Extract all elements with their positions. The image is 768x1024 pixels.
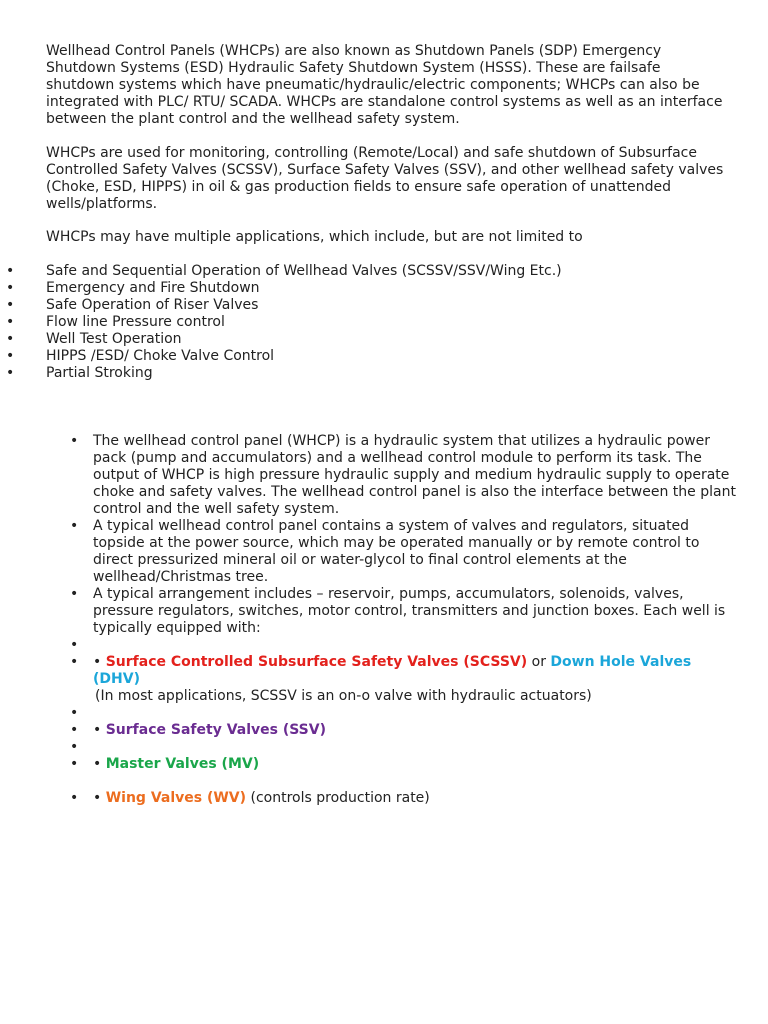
list-item: • Safe and Sequential Operation of Wellhead Valves (SCSSV/SSV/Wing Etc.) — [0, 263, 740, 280]
list-item-ssv — [0, 722, 740, 739]
dhv-label: Down Hole Valves (DHV) — [93, 654, 692, 687]
scssv-note: (In most applications, SCSSV is an on-o valve with hydraulic actuators) — [95, 688, 592, 704]
list-item-wv — [0, 790, 740, 807]
list-item: • A typical arrangement includes – reservoir, pumps, accumulators, solenoids, valves, pressure regulators, switches, motor control, transmitters and junction boxes. Each well is typically equipped with: — [0, 586, 740, 637]
applications-list — [0, 263, 740, 382]
list-item: • A typical wellhead control panel contains a system of valves and regulators, situated topside at the power source, which may be operated manually or by remote control to direct pressurized mineral oil or water-glycol to final control elements at the wellhead/Christmas tree. — [0, 518, 740, 586]
list-item: • The wellhead control panel (WHCP) is a hydraulic system that utilizes a hydraulic power pack (pump and accumulators) and a wellhead control module to perform its task. The output of WHCP is high pressure hydraulic supply and medium hydraulic supply to operate choke and safety valves. The wellhead control panel is also the interface between the plant control and the well safety system. — [0, 433, 740, 518]
inline-bullet: • — [93, 722, 102, 738]
ssv-label: Surface Safety Valves (SSV) — [105, 722, 326, 738]
details-list — [0, 433, 740, 807]
list-item-empty — [0, 637, 740, 654]
list-item: • Flow line Pressure control — [0, 314, 740, 331]
inline-bullet: • — [93, 756, 102, 772]
inline-bullet: • — [93, 790, 102, 806]
scssv-label: Surface Controlled Subsurface Safety Valves (SCSSV) — [105, 654, 528, 670]
mv-label: Master Valves (MV) — [105, 756, 260, 772]
list-item-empty — [0, 739, 740, 756]
wv-note: (controls production rate) — [250, 790, 430, 806]
list-item: • Emergency and Fire Shutdown — [0, 280, 740, 297]
intro-paragraph-2: WHCPs are used for monitoring, controlling (Remote/Local) and safe shutdown of Subsurface Controlled Safety Valves (SCSSV), Surface Safety Valves (SSV), and other wellhead safety valves (Choke, ESD, HIPPS) in oil & gas production fields to ensure safe operation of unattended wells/platforms. — [46, 145, 724, 212]
list-item-mv — [0, 756, 740, 773]
list-item: • Well Test Operation — [0, 331, 740, 348]
intro-paragraph-1: Wellhead Control Panels (WHCPs) are also known as Shutdown Panels (SDP) Emergency Shutdown Systems (ESD) Hydraulic Safety Shutdown System (HSSS). These are failsafe shutdown systems which have pneumatic/hydraulic/electric components; WHCPs can also be integrated with PLC/ RTU/ SCADA. WHCPs are standalone control systems as well as an interface between the plant control and the wellhead safety system. — [46, 43, 723, 127]
wv-label: Wing Valves (WV) — [105, 790, 247, 806]
intro-paragraph-3: WHCPs may have multiple applications, which include, but are not limited to — [46, 229, 583, 245]
list-item-scssv — [0, 654, 740, 705]
list-item: • Safe Operation of Riser Valves — [0, 297, 740, 314]
list-item-empty — [0, 705, 740, 722]
or-text: or — [531, 654, 546, 670]
list-item: • HIPPS /ESD/ Choke Valve Control — [0, 348, 740, 365]
list-item: • Partial Stroking — [0, 365, 740, 382]
inline-bullet: • — [93, 654, 102, 670]
